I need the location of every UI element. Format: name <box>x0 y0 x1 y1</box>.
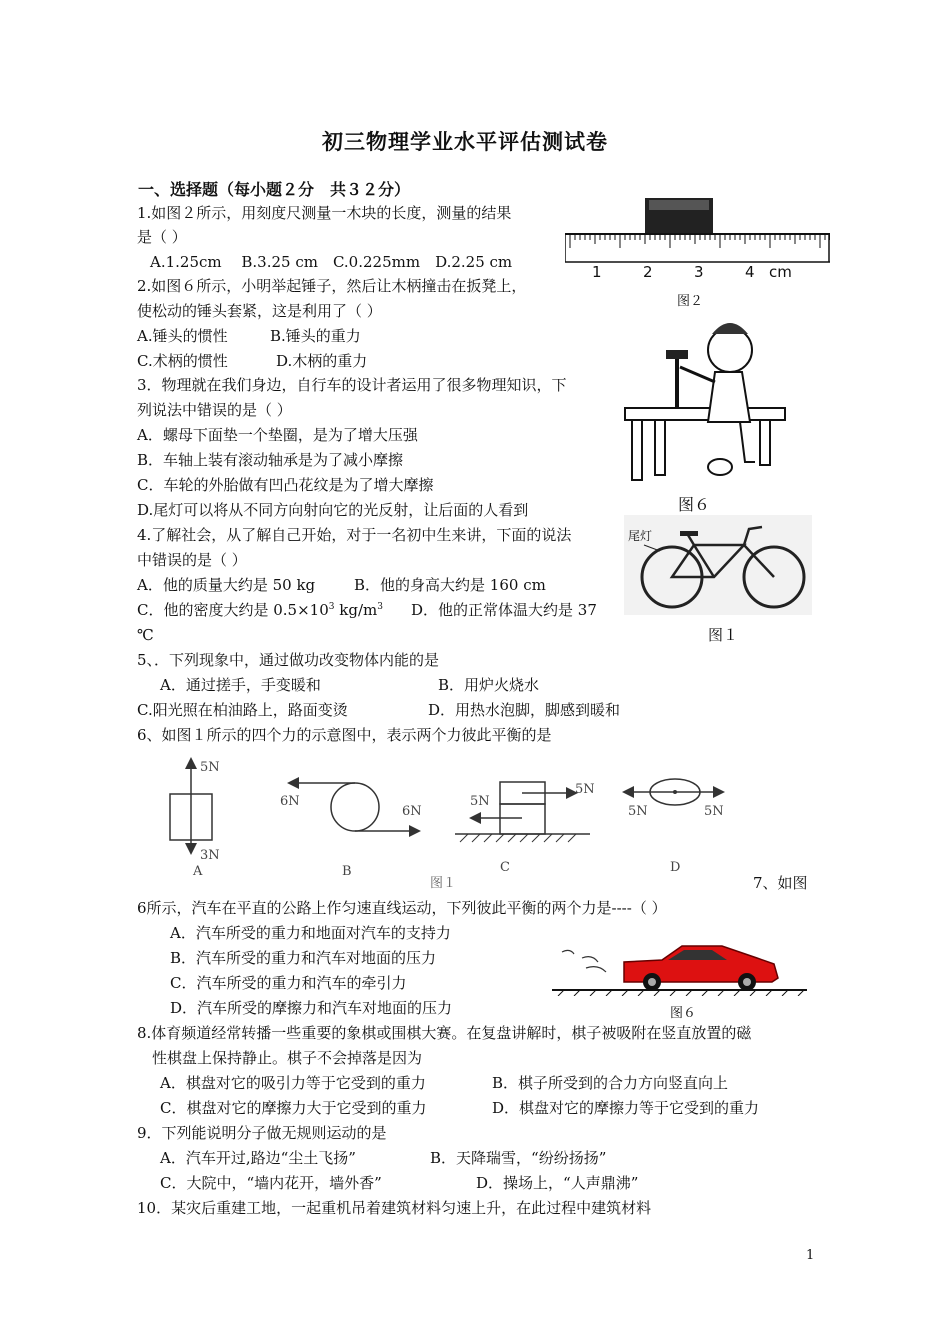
fig1-caption-forces: 图１ <box>430 876 457 891</box>
q4-optC-unit: kg/m <box>334 601 378 619</box>
q1-line2: 是（ ） <box>137 228 187 246</box>
q8-optC: C．棋盘对它的摩擦力大于它受到的重力 <box>160 1099 427 1117</box>
q4-optC-unit-exponent: 3 <box>377 602 383 612</box>
ruler-label-4: 4 <box>745 263 755 281</box>
q4-optA: A．他的质量大约是 50 kg <box>137 576 316 594</box>
figB-right-force: 6N <box>402 804 422 819</box>
fig6-caption-hammer: 图６ <box>678 495 711 514</box>
q7-optC: C．汽车所受的重力和汽车的牵引力 <box>170 974 407 992</box>
q4-line1: 4.了解社会，从了解自己开始，对于一名初中生来讲，下面的说法 <box>137 526 572 544</box>
q9-optB: B．天降瑞雪，“纷纷扬扬” <box>430 1149 607 1167</box>
q2-line2: 使松动的锤头套紧，这是利用了（ ） <box>137 302 382 320</box>
figC-right-force: 5N <box>575 782 595 797</box>
figD-label: D <box>670 860 681 875</box>
q4-optC-exponent: 3 <box>328 602 335 612</box>
q9-optA: A．汽车开过,路边“尘土飞扬” <box>160 1149 356 1167</box>
q5-line1: 5、．下列现象中，通过做功改变物体内能的是 <box>137 651 440 669</box>
figD-right-force: 5N <box>704 804 724 819</box>
figA-bottom-force: 3N <box>200 848 220 863</box>
page-number: 1 <box>806 1248 815 1263</box>
tail-light-label: 尾灯 <box>628 529 653 543</box>
q3-optB: B．车轴上装有滚动轴承是为了减小摩擦 <box>137 451 404 469</box>
ruler-label-2: 2 <box>643 263 653 281</box>
fig2-caption: 图２ <box>677 294 704 309</box>
q9-optD: D．操场上，“人声鼎沸” <box>476 1174 639 1192</box>
q2-optA: A.锤头的惯性 <box>137 327 228 345</box>
q7-optA: A．汽车所受的重力和地面对汽车的支持力 <box>170 924 451 942</box>
q3-optA: A．螺母下面垫一个垫圈，是为了增大压强 <box>137 426 418 444</box>
q5-optC: C.阳光照在柏油路上，路面变烫 <box>137 701 348 719</box>
q5-optD: D．用热水泡脚，脚感到暖和 <box>428 701 621 719</box>
q2-optB: B.锤头的重力 <box>270 327 361 345</box>
q4-optC <box>137 601 383 620</box>
q8-line1: 8.体育频道经常转播一些重要的象棋或围棋大赛。在复盘讲解时，棋子被吸附在竖直放置的磁 <box>137 1024 752 1042</box>
q3-line1: 3．物理就在我们身边，自行车的设计者运用了很多物理知识，下 <box>137 376 567 394</box>
ruler-figure <box>565 196 830 312</box>
car-figure <box>552 940 807 1022</box>
bicycle-figure <box>624 515 812 615</box>
q3-optC: C．车轮的外胎做有凹凸花纹是为了增大摩擦 <box>137 476 434 494</box>
q8-line2: 性棋盘上保持静止。棋子不会掉落是因为 <box>152 1049 423 1067</box>
ruler-label-1: 1 <box>592 263 602 281</box>
q7-line2: 6所示，汽车在平直的公路上作匀速直线运动，下列彼此平衡的两个力是----（ ） <box>137 899 667 917</box>
force-diagrams-figure <box>150 752 750 892</box>
q4-optD-continued: ℃ <box>137 626 154 644</box>
figA-top-force: 5N <box>200 760 220 775</box>
q7-optD: D．汽车所受的摩擦力和汽车对地面的压力 <box>170 999 453 1017</box>
q1-options: A.1.25cm B.3.25 cm C.0.225mm D.2.25 cm <box>150 253 513 271</box>
section-heading: 一、选择题（每小题２分 共３２分） <box>138 180 411 199</box>
fig1-caption-bicycle: 图１ <box>708 626 739 644</box>
q7-line1: 7、如图 <box>753 874 808 892</box>
q4-optC-text: C．他的密度大约是 0.5×10 <box>137 601 329 619</box>
figA-label: A <box>193 864 203 879</box>
q4-optD: D．他的正常体温大约是 37 <box>411 601 597 619</box>
q1-line1: 1.如图２所示，用刻度尺测量一木块的长度，测量的结果 <box>137 204 512 222</box>
fig6-caption-car: 图６ <box>670 1006 697 1021</box>
q2-optC: C.术柄的惯性 <box>137 352 228 370</box>
q6-line1: 6、如图１所示的四个力的示意图中，表示两个力彼此平衡的是 <box>137 726 552 744</box>
figB-label: B <box>342 864 352 879</box>
q3-optD: D.尾灯可以将从不同方向射向它的光反射，让后面的人看到 <box>137 501 529 519</box>
q2-optD: D.木柄的重力 <box>276 352 368 370</box>
q2-line1: 2.如图６所示，小明举起锤子，然后让木柄撞击在扳凳上， <box>137 277 527 295</box>
ruler-label-unit: cm <box>769 263 792 281</box>
q4-line2: 中错误的是（ ） <box>137 551 247 569</box>
figB-left-force: 6N <box>280 794 300 809</box>
q8-optA: A．棋盘对它的吸引力等于它受到的重力 <box>160 1074 426 1092</box>
q5-optB: B．用炉火烧水 <box>438 676 540 694</box>
figD-left-force: 5N <box>628 804 648 819</box>
q4-optB: B．他的身高大约是 160 cm <box>354 576 546 594</box>
figC-label: C <box>500 860 510 875</box>
q3-line2: 列说法中错误的是（ ） <box>137 401 292 419</box>
q10-line1: 10．某灾后重建工地，一起重机吊着建筑材料匀速上升，在此过程中建筑材料 <box>137 1199 652 1217</box>
q9-line1: 9．下列能说明分子做无规则运动的是 <box>137 1124 387 1142</box>
q9-optC: C．大院中，“墙内花开，墙外香” <box>160 1174 382 1192</box>
q5-optA: A．通过搓手，手变暖和 <box>160 676 321 694</box>
hammer-boy-figure <box>620 312 790 512</box>
q8-optB: B．棋子所受到的合力方向竖直向上 <box>492 1074 729 1092</box>
q8-optD: D．棋盘对它的摩擦力等于它受到的重力 <box>492 1099 760 1117</box>
q7-optB: B．汽车所受的重力和汽车对地面的压力 <box>170 949 437 967</box>
page-title: 初三物理学业水平评估测试卷 <box>322 129 608 154</box>
ruler-label-3: 3 <box>694 263 704 281</box>
figC-left-force: 5N <box>470 794 490 809</box>
